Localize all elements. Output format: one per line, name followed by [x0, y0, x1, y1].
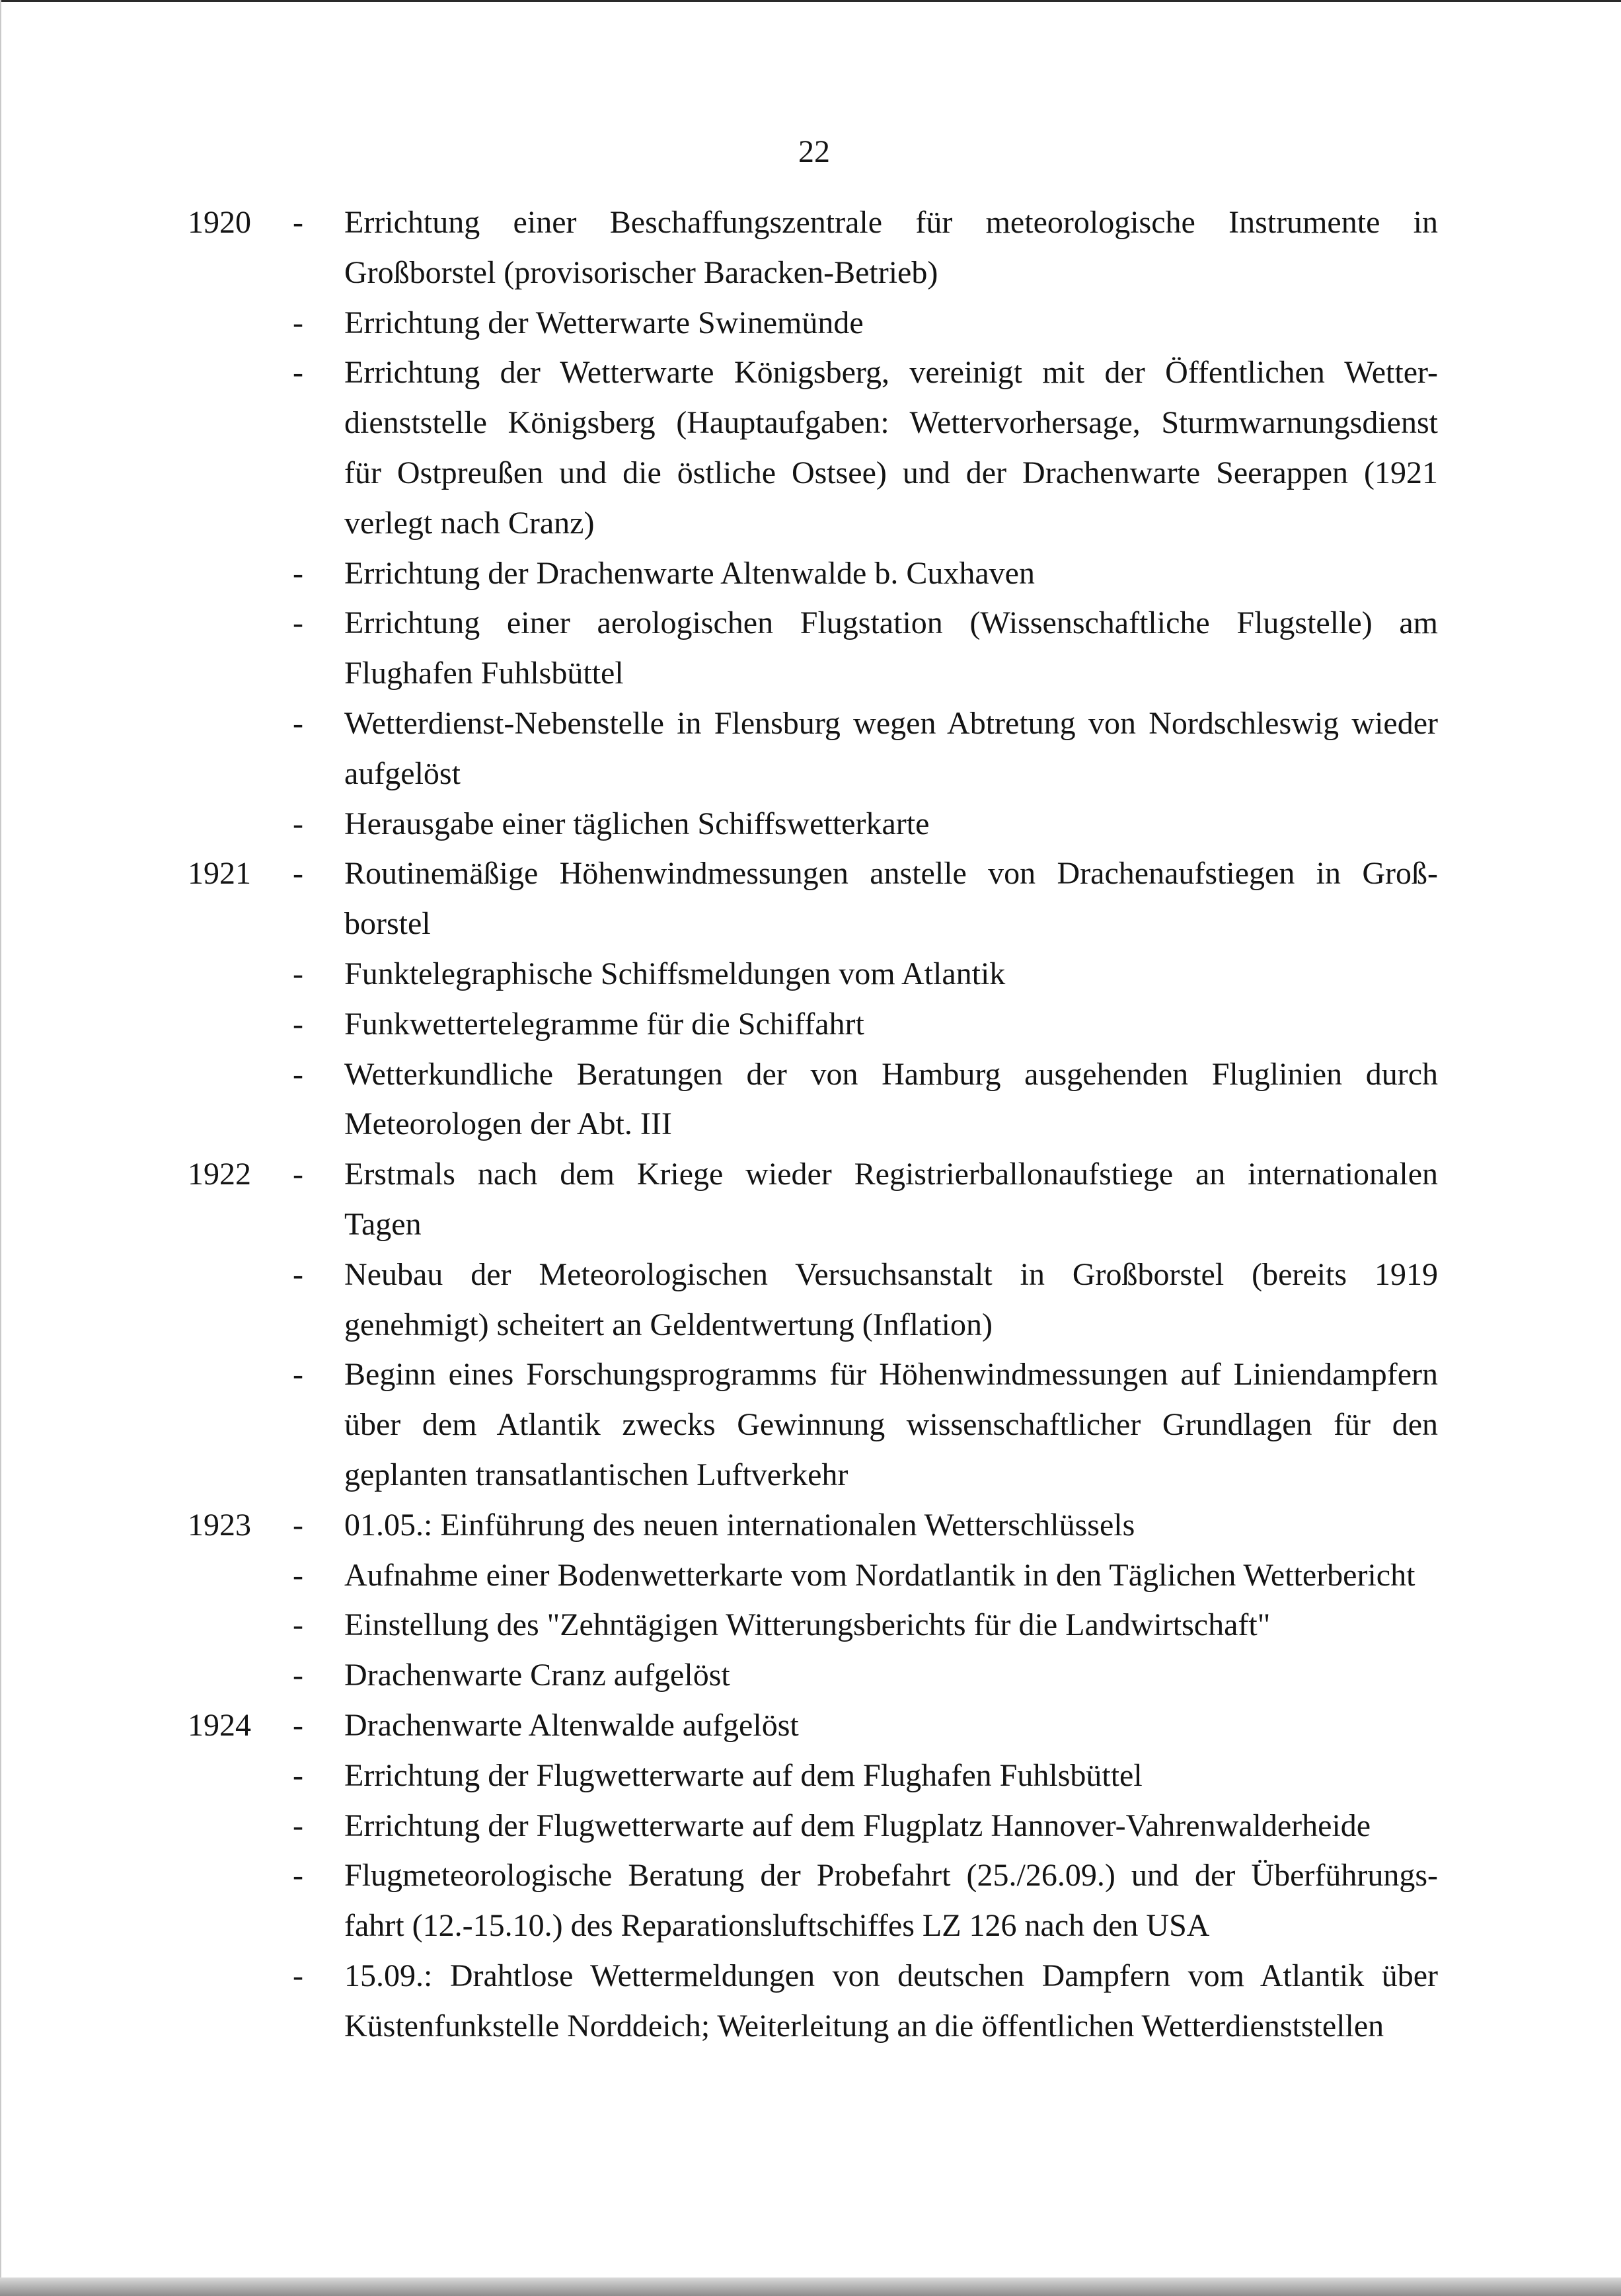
chronicle-entry — [188, 1050, 1438, 1150]
entry-line: aufgelöst — [344, 755, 461, 791]
entry-bullet: - — [293, 1056, 303, 1092]
entry-line: geplanten transatlantischen Luftverkehr — [344, 1457, 848, 1492]
entry-line: Erstmals nach dem Kriege wieder Registrierballonaufstiege an internationalen — [344, 1157, 1438, 1192]
entry-line: über dem Atlantik zwecks Gewinnung wissenschaftlicher Grundlagen für den — [344, 1407, 1438, 1443]
page-number: 22 — [798, 134, 830, 169]
chronicle-entry — [188, 1550, 1438, 1601]
entry-line: Funkwettertelegramme für die Schiffahrt — [344, 1006, 864, 1042]
chronicle-entry — [188, 799, 1438, 849]
chronicle-entry — [188, 348, 1438, 548]
entry-line: Beginn eines Forschungsprogramms für Höhenwindmessungen auf Liniendampfern — [344, 1357, 1438, 1393]
entry-row — [188, 1951, 1438, 2001]
entry-row — [188, 1650, 1438, 1701]
entry-bullet: - — [293, 1507, 303, 1543]
entry-line: Wetterkundliche Beratungen der von Hamburg ausgehenden Fluglinien durch — [344, 1056, 1438, 1092]
chronicle-entry — [188, 1250, 1438, 1350]
entry-row — [188, 1099, 1438, 1149]
scan-edge-bottom — [0, 2277, 1621, 2296]
entry-line: Einstellung des "Zehntägigen Witterungsberichts für die Landwirtschaft" — [344, 1607, 1271, 1643]
entry-bullet: - — [293, 1256, 303, 1292]
entry-bullet: - — [293, 1858, 303, 1894]
entry-bullet: - — [293, 1958, 303, 1993]
entry-bullet: - — [293, 355, 303, 391]
entry-row — [188, 348, 1438, 398]
year-group — [188, 849, 1438, 1149]
chronicle-entry — [188, 1751, 1438, 1801]
entry-bullet: - — [293, 305, 303, 340]
entry-row — [188, 1250, 1438, 1300]
entry-line: für Ostpreußen und die östliche Ostsee) und der Drachenwarte Seerappen (1921 — [344, 455, 1438, 490]
entry-row — [188, 899, 1438, 949]
entry-bullet: - — [293, 1006, 303, 1042]
entry-line: Neubau der Meteorologischen Versuchsanstalt in Großborstel (bereits 1919 — [344, 1256, 1438, 1292]
entry-row — [188, 1500, 1438, 1550]
chronicle-entry — [188, 1600, 1438, 1650]
entry-row — [188, 248, 1438, 298]
chronicle-entry — [188, 198, 1438, 298]
entry-line: Großborstel (provisorischer Baracken-Betrieb) — [344, 254, 938, 290]
chronicle-entry — [188, 849, 1438, 949]
entry-bullet: - — [293, 555, 303, 591]
entry-line: 01.05.: Einführung des neuen internationalen Wetterschlüssels — [344, 1507, 1135, 1543]
entry-row — [188, 999, 1438, 1050]
scan-edge-top — [0, 0, 1621, 2]
entry-row — [188, 1450, 1438, 1500]
entry-row — [188, 1350, 1438, 1400]
entry-bullet: - — [293, 856, 303, 892]
chronicle-entry — [188, 1951, 1438, 2051]
entry-row — [188, 1300, 1438, 1350]
entry-line: Errichtung der Drachenwarte Altenwalde b. Cuxhaven — [344, 555, 1035, 591]
entry-bullet: - — [293, 1157, 303, 1192]
entry-row — [188, 1851, 1438, 1901]
entry-line: 15.09.: Drahtlose Wettermeldungen von deutschen Dampfern vom Atlantik über — [344, 1958, 1438, 1993]
entry-row — [188, 949, 1438, 999]
entry-row — [188, 498, 1438, 549]
chronicle-entry — [188, 1350, 1438, 1500]
entry-row — [188, 398, 1438, 448]
year-label: 1922 — [188, 1157, 251, 1192]
entry-line: Errichtung der Flugwetterwarte auf dem Flughafen Fuhlsbüttel — [344, 1757, 1143, 1793]
chronicle-entry — [188, 1851, 1438, 1951]
entry-row — [188, 1701, 1438, 1751]
entry-bullet: - — [293, 1557, 303, 1593]
chronicle-entry — [188, 1701, 1438, 1751]
chronicle-list — [188, 198, 1438, 2051]
entry-line: Flugmeteorologische Beratung der Probefahrt (25./26.09.) und der Überführungs- — [344, 1858, 1438, 1894]
entry-bullet: - — [293, 1757, 303, 1793]
entry-row — [188, 799, 1438, 849]
entry-row — [188, 198, 1438, 248]
entry-row — [188, 1600, 1438, 1650]
entry-row — [188, 1801, 1438, 1851]
entry-row — [188, 598, 1438, 648]
entry-line: Routinemäßige Höhenwindmessungen anstelle von Drachenaufstiegen in Groß- — [344, 856, 1438, 892]
entry-line: Wetterdienst-Nebenstelle in Flensburg wegen Abtretung von Nordschleswig wieder — [344, 705, 1438, 741]
year-group — [188, 198, 1438, 849]
entry-row — [188, 298, 1438, 348]
chronicle-entry — [188, 999, 1438, 1050]
chronicle-entry — [188, 1149, 1438, 1250]
entry-line: Drachenwarte Cranz aufgelöst — [344, 1658, 730, 1693]
entry-bullet: - — [293, 1658, 303, 1693]
entry-line: Funktelegraphische Schiffsmeldungen vom Atlantik — [344, 956, 1006, 991]
chronicle-entry — [188, 598, 1438, 699]
entry-line: verlegt nach Cranz) — [344, 505, 595, 541]
entry-line: Drachenwarte Altenwalde aufgelöst — [344, 1707, 799, 1743]
chronicle-entry — [188, 298, 1438, 348]
entry-line: Meteorologen der Abt. III — [344, 1106, 672, 1142]
entry-row — [188, 1751, 1438, 1801]
entry-row — [188, 1149, 1438, 1200]
year-label: 1920 — [188, 205, 251, 240]
entry-bullet: - — [293, 806, 303, 841]
year-label: 1921 — [188, 856, 251, 892]
entry-line: Errichtung einer aerologischen Flugstation (Wissenschaftliche Flugstelle) am — [344, 605, 1438, 641]
entry-line: dienststelle Königsberg (Hauptaufgaben: Wettervorhersage, Sturmwarnungsdienst — [344, 405, 1438, 441]
entry-bullet: - — [293, 1607, 303, 1643]
entry-row — [188, 648, 1438, 699]
entry-line: Flughafen Fuhlsbüttel — [344, 656, 624, 691]
entry-bullet: - — [293, 205, 303, 240]
chronicle-entry — [188, 549, 1438, 599]
entry-line: Errichtung einer Beschaffungszentrale für meteorologische Instrumente in — [344, 205, 1438, 240]
entry-row — [188, 1901, 1438, 1951]
entry-line: Küstenfunkstelle Norddeich; Weiterleitung an die öffentlichen Wetterdienststellen — [344, 2008, 1384, 2044]
entry-line: genehmigt) scheitert an Geldentwertung (Inflation) — [344, 1307, 993, 1342]
year-group — [188, 1149, 1438, 1500]
entry-row — [188, 1550, 1438, 1601]
chronicle-entry — [188, 1650, 1438, 1701]
entry-row — [188, 1200, 1438, 1250]
year-group — [188, 1500, 1438, 1701]
chronicle-entry — [188, 699, 1438, 799]
entry-bullet: - — [293, 705, 303, 741]
year-label: 1923 — [188, 1507, 251, 1543]
entry-line: borstel — [344, 906, 431, 942]
entry-bullet: - — [293, 1707, 303, 1743]
chronicle-entry — [188, 1500, 1438, 1550]
entry-bullet: - — [293, 1808, 303, 1843]
scan-edge-left — [0, 0, 1, 2296]
entry-row — [188, 699, 1438, 749]
entry-line: Errichtung der Flugwetterwarte auf dem Flugplatz Hannover-Vahrenwalderheide — [344, 1808, 1371, 1843]
entry-row — [188, 1050, 1438, 1100]
year-group — [188, 1701, 1438, 2051]
entry-bullet: - — [293, 956, 303, 991]
chronicle-entry — [188, 949, 1438, 999]
entry-row — [188, 1400, 1438, 1450]
chronicle-entry — [188, 1801, 1438, 1851]
entry-line: Errichtung der Wetterwarte Swinemünde — [344, 305, 864, 340]
entry-row — [188, 2001, 1438, 2051]
entry-line: Tagen — [344, 1206, 422, 1242]
entry-row — [188, 448, 1438, 498]
entry-row — [188, 749, 1438, 799]
entry-bullet: - — [293, 1357, 303, 1393]
entry-line: Errichtung der Wetterwarte Königsberg, vereinigt mit der Öffentlichen Wetter- — [344, 355, 1438, 391]
entry-row — [188, 549, 1438, 599]
entry-bullet: - — [293, 605, 303, 641]
year-label: 1924 — [188, 1707, 251, 1743]
entry-line: Aufnahme einer Bodenwetterkarte vom Nordatlantik in den Täglichen Wetterbericht — [344, 1557, 1415, 1593]
entry-line: fahrt (12.-15.10.) des Reparationsluftschiffes LZ 126 nach den USA — [344, 1908, 1210, 1944]
entry-row — [188, 849, 1438, 899]
entry-line: Herausgabe einer täglichen Schiffswetterkarte — [344, 806, 930, 841]
